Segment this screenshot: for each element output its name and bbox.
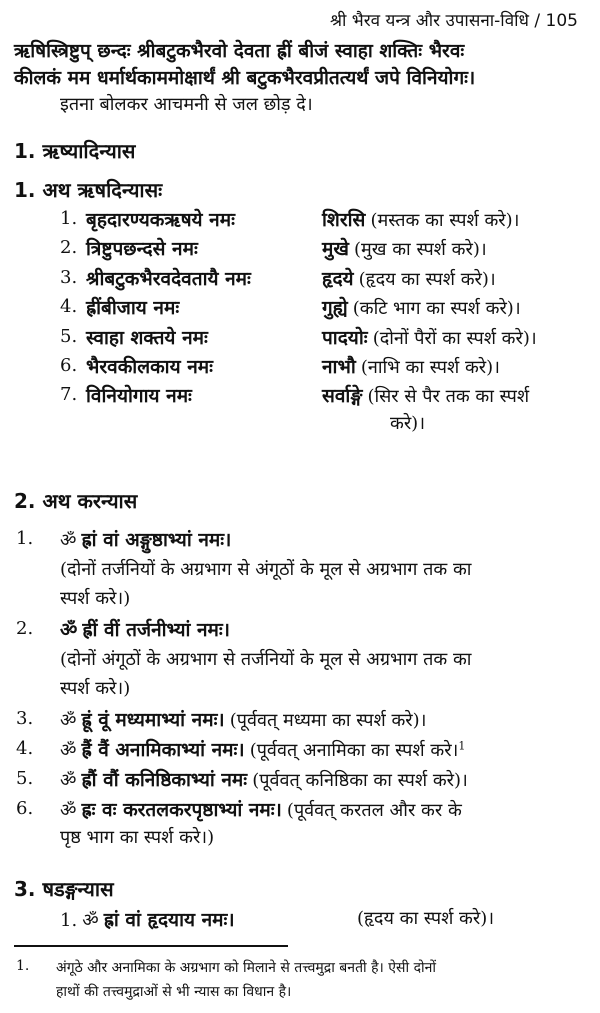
om-symbol: ॐ	[60, 800, 77, 821]
om-symbol: ॐ	[82, 910, 99, 931]
item-number: 2.	[16, 618, 34, 639]
item-number: 1.	[60, 910, 78, 931]
mantra: भैरवकीलकाय नमः	[86, 356, 213, 378]
instruction: (दोनों अंगूठों के अग्रभाग से तर्जनियों के मूल से अग्रभाग तक का	[60, 649, 472, 670]
mantra: श्रीबटुकभैरवदेवतायै नमः	[86, 268, 251, 290]
body-part: शिरसि	[322, 209, 366, 231]
item-number: 5.	[60, 326, 78, 347]
instruction: (मुख का स्पर्श करे)।	[354, 239, 487, 260]
intro-line-2: कीलकं मम धर्मार्थकाममोक्षार्थं श्री बटुकभैरवप्रीतत्यर्थं जपे विनियोगः।	[14, 67, 476, 89]
intro-line-1: ऋषिस्त्रिष्टुप् छन्दः श्रीबटुकभैरवो देवता ह्रीं बीजं स्वाहा शक्तिः भैरवः	[14, 40, 465, 62]
instruction: (सिर से पैर तक का स्पर्श	[367, 386, 530, 407]
body-part: गुह्ये	[322, 297, 348, 319]
section-heading-1a: 1. अथ ऋषदिन्यासः	[14, 178, 163, 202]
footnote-divider	[14, 945, 288, 947]
mantra: ह्रां वां अङ्गुष्ठाभ्यां नमः।	[81, 529, 232, 551]
mantra: ह्रूं वूं मध्यमाभ्यां नमः।	[81, 709, 225, 731]
mantra: ह्रां वां हृदयाय नमः।	[103, 909, 235, 931]
om-symbol: ॐ	[60, 710, 77, 731]
intro-line-3: इतना बोलकर आचमनी से जल छोड़ दे।	[60, 94, 313, 115]
mantra: त्रिष्टुपछन्दसे नमः	[86, 238, 198, 260]
footnote-number: 1.	[16, 958, 30, 974]
item-number: 6.	[16, 798, 34, 819]
mantra: ह्रींबीजाय नमः	[86, 297, 180, 319]
body-part: पादयोः	[322, 327, 368, 349]
mantra: विनियोगाय नमः	[86, 385, 192, 407]
instruction: (पूर्ववत् अनामिका का स्पर्श करे।	[249, 740, 459, 761]
footnote-ref: 1	[458, 739, 466, 753]
body-part: सर्वाङ्गे	[322, 385, 363, 407]
body-part: नाभौ	[322, 356, 356, 378]
section-heading-2: 2. अथ करन्यास	[14, 489, 138, 513]
body-part: हृदये	[322, 268, 354, 290]
item-number: 4.	[60, 296, 78, 317]
section-heading-1: 1. ऋष्यादिन्यास	[14, 139, 136, 163]
mantra: बृहदारण्यकऋषये नमः	[86, 209, 235, 231]
section-heading-3: 3. षडङ्गन्यास	[14, 877, 114, 901]
instruction-cont: करे)।	[390, 413, 426, 434]
running-header: श्री भैरव यन्त्र और उपासना-विधि / 105	[329, 11, 578, 31]
mantra: ह्रौं वौं कनिष्ठिकाभ्यां नमः	[81, 769, 248, 791]
instruction: (मस्तक का स्पर्श करे)।	[370, 210, 520, 231]
item-number: 7.	[60, 384, 78, 405]
om-symbol: ॐ	[60, 740, 77, 761]
mantra: ह्रः वः करतलकरपृष्ठाभ्यां नमः।	[81, 799, 282, 821]
instruction: (पूर्ववत् कनिष्ठिका का स्पर्श करे)।	[252, 770, 468, 791]
instruction: (दोनों तर्जनियों के अग्रभाग से अंगूठों के मूल से अग्रभाग तक का	[60, 559, 472, 580]
body-part: मुखे	[322, 238, 349, 260]
om-symbol: ॐ	[60, 530, 77, 551]
instruction: (हृदय का स्पर्श करे)।	[358, 269, 496, 290]
item-number: 4.	[16, 738, 34, 759]
item-number: 2.	[60, 237, 78, 258]
om-symbol: ॐ	[60, 770, 77, 791]
instruction: (हृदय का स्पर्श करे)।	[357, 908, 495, 929]
item-number: 6.	[60, 355, 78, 376]
instruction: (दोनों पैरों का स्पर्श करे)।	[372, 328, 537, 349]
item-number: 1.	[16, 528, 34, 549]
footnote-line-1: अंगूठे और अनामिका के अग्रभाग को मिलाने से तत्त्वमुद्रा बनती है। ऐसी दोनों	[56, 960, 437, 976]
item-number: 5.	[16, 768, 34, 789]
mantra: ह्रीं वीं तर्जनीभ्यां नमः।	[82, 619, 230, 641]
mantra: ह्रैं वैं अनामिकाभ्यां नमः।	[81, 739, 245, 761]
instruction: (पूर्ववत् करतल और कर के	[286, 800, 462, 821]
instruction-cont: स्पर्श करे।)	[60, 678, 131, 699]
item-number: 3.	[16, 708, 34, 729]
footnote-line-2: हाथों की तत्त्वमुद्राओं से भी न्यास का विधान है।	[56, 984, 292, 1000]
mantra: स्वाहा शक्तये नमः	[86, 327, 208, 349]
item-number: 1.	[60, 208, 78, 229]
instruction-cont: स्पर्श करे।)	[60, 588, 131, 609]
item-number: 3.	[60, 267, 78, 288]
instruction: (पूर्ववत् मध्यमा का स्पर्श करे)।	[229, 710, 427, 731]
instruction: (नाभि का स्पर्श करे)।	[360, 357, 500, 378]
instruction: (कटि भाग का स्पर्श करे)।	[352, 298, 521, 319]
om-symbol: ॐ	[60, 619, 78, 641]
instruction-cont: पृष्ठ भाग का स्पर्श करे।)	[60, 827, 215, 848]
